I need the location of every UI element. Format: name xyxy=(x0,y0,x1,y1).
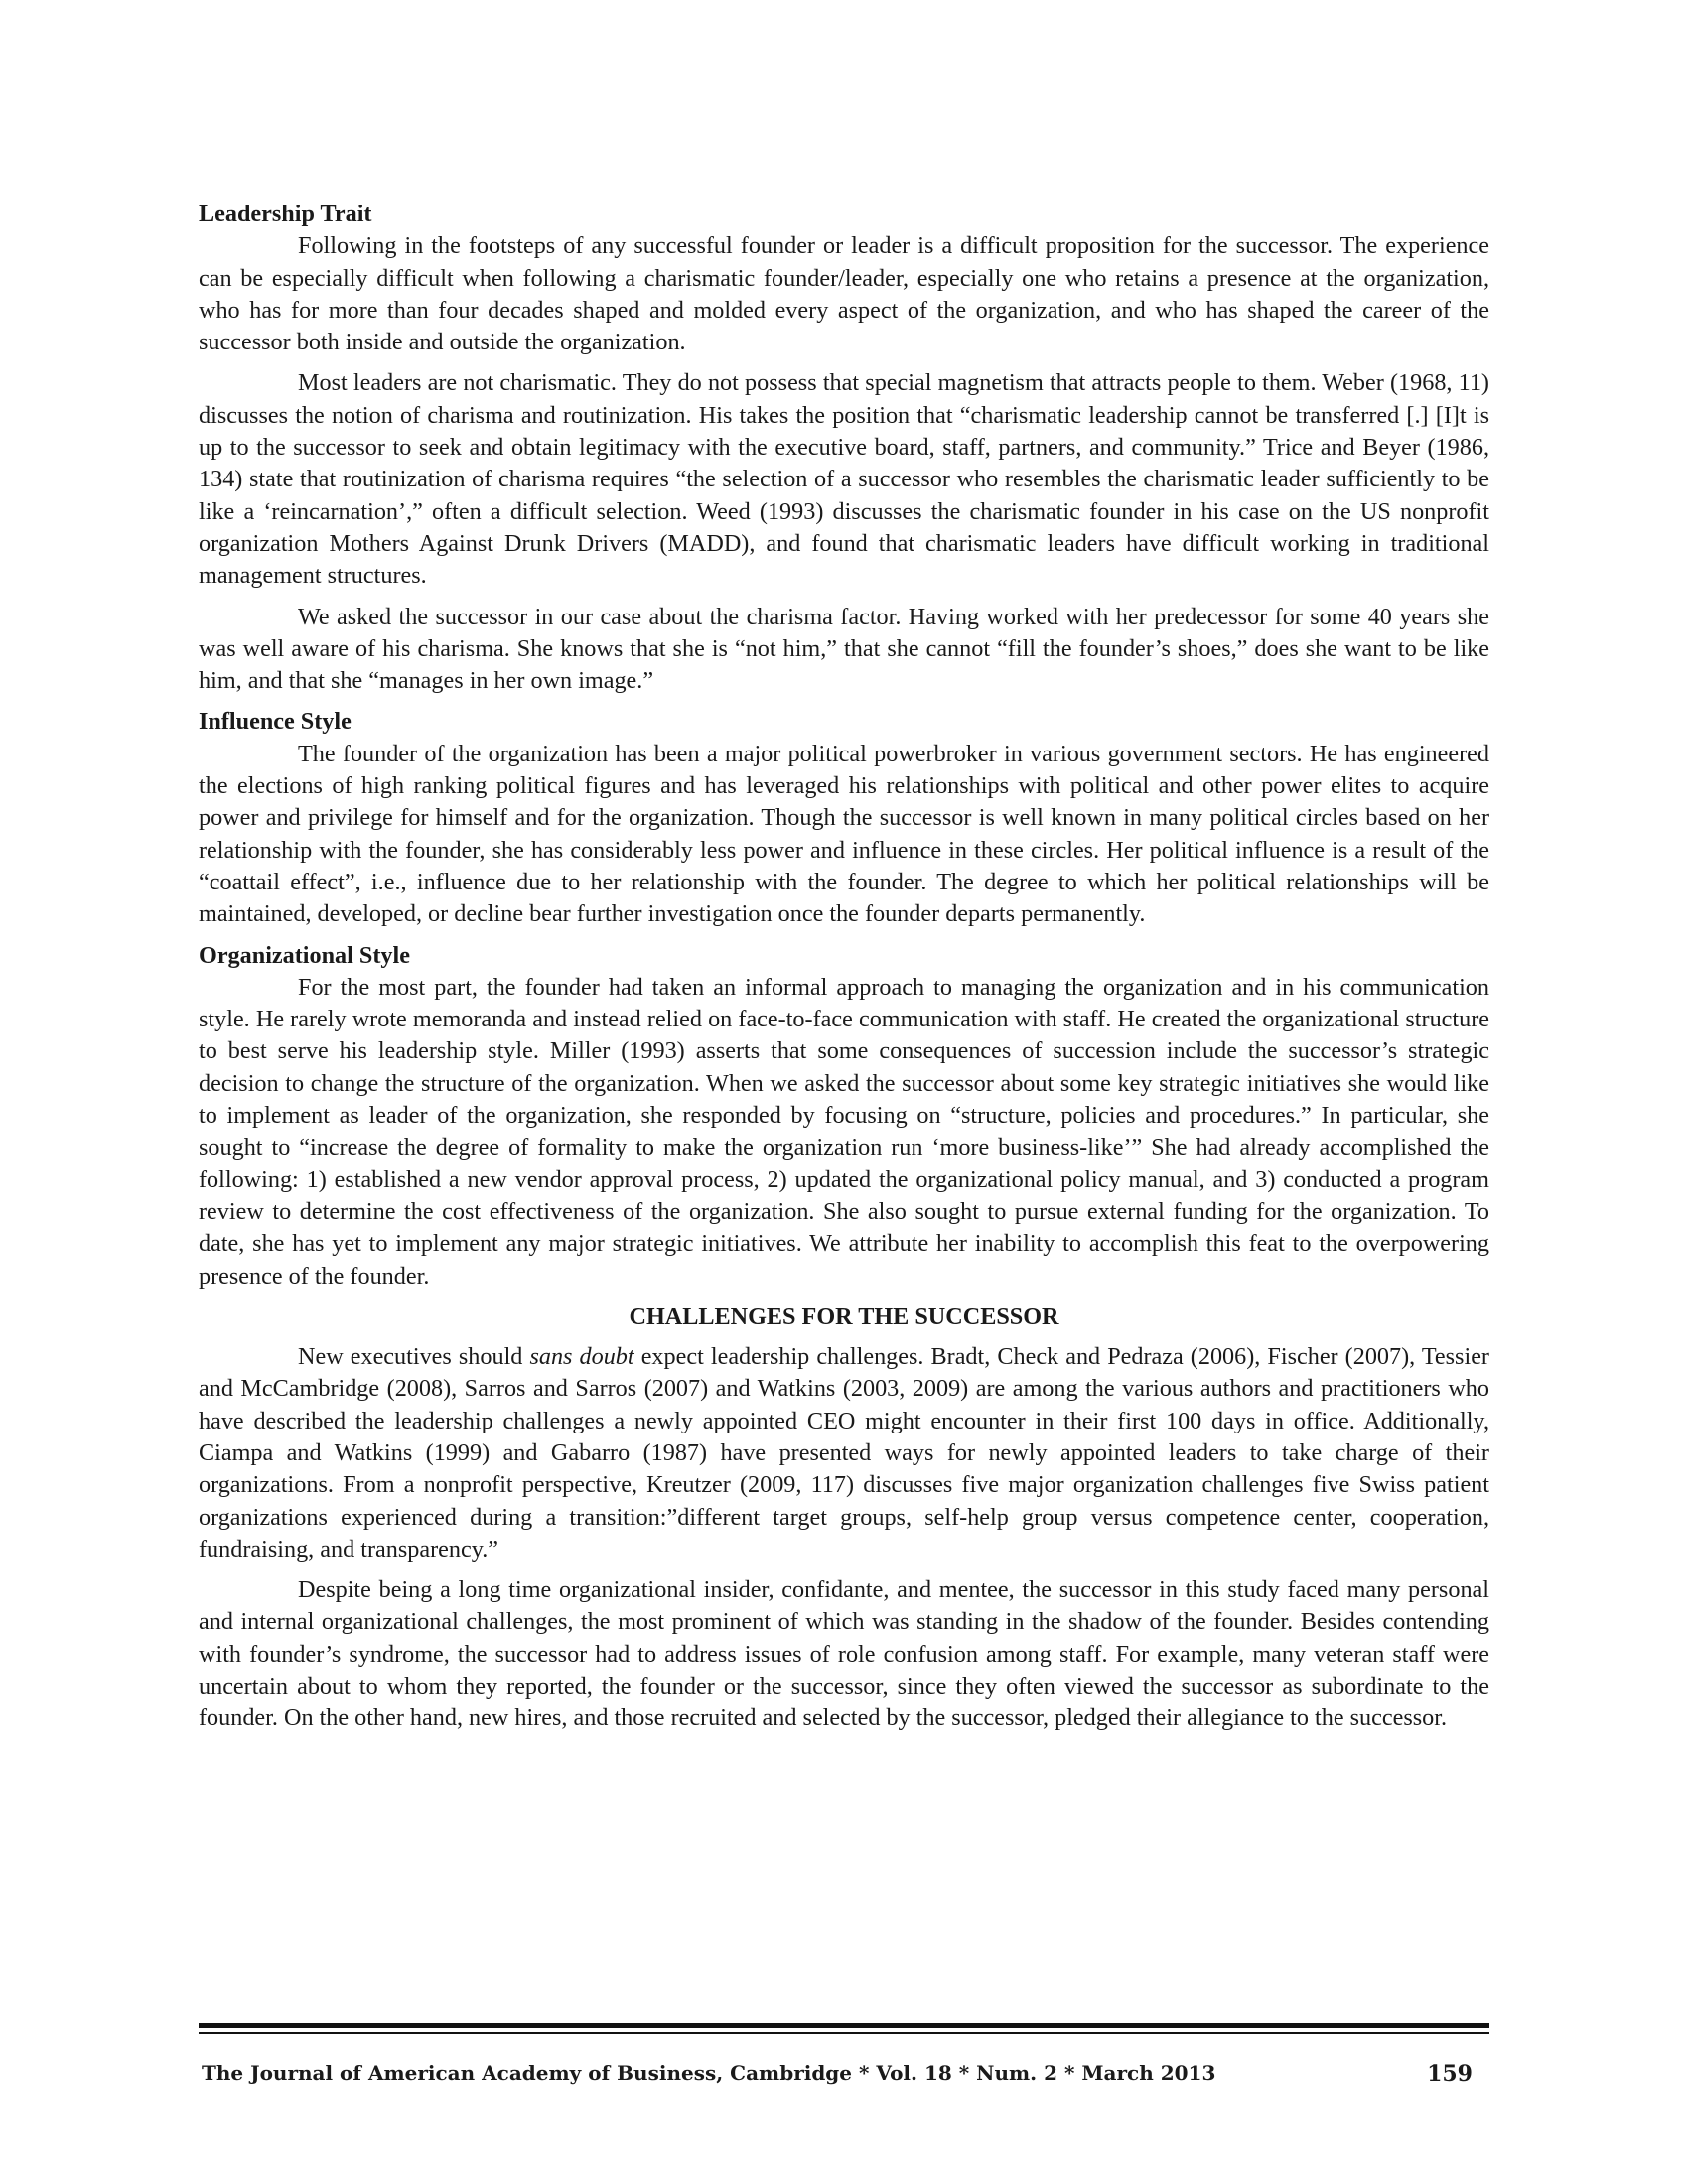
section-heading-organizational-style: Organizational Style xyxy=(199,941,410,969)
paragraph-text: expect leadership challenges. Bradt, Check and Pedraza (2006), Fischer (2007), Tessier and McCambridge (2008), Sarros and Sarros (2007) and Watkins (2003, 2009) are among the various authors and practitioners who have described the leadership challenges a newly appointed CEO might encounter in their first 100 days in office. Additionally, Ciampa and Watkins (1999) and Gabarro (1987) have presented ways for newly appointed leaders to take charge of their organizations. From a nonprofit perspective, Kreutzer (2009, 117) discusses five major organization challenges five Swiss patient organizations experienced during a transition:”different target groups, self-help group versus competence center, cooperation, fundraising, and transparency.” xyxy=(199,1343,1489,1563)
paragraph: Following in the footsteps of any successful founder or leader is a difficult proposition for the successor. The experience can be especially difficult when following a charismatic founder/leader, especially one who retains a presence at the organization, who has for more than four decades shaped and molded every aspect of the organization, and who has shaped the career of the successor both inside and outside the organization. xyxy=(199,232,1489,356)
footer-rule xyxy=(199,2032,1489,2034)
paragraph: Most leaders are not charismatic. They do not possess that special magnetism that attracts people to them. Weber (1968, 11) discusses the notion of charisma and routinization. His takes the position that “charismatic leadership cannot be transferred [.] [I]t is up to the successor to seek and obtain legitimacy with the executive board, staff, partners, and community.” Trice and Beyer (1986, 134) state that routinization of charisma requires “the selection of a successor who resembles the charismatic leader sufficiently to be like a ‘reincarnation’,” often a difficult selection. Weed (1993) discusses the charismatic founder in his case on the US nonprofit organization Mothers Against Drunk Drivers (MADD), and found that charismatic leaders have difficult working in traditional management structures. xyxy=(199,369,1489,590)
paragraph: For the most part, the founder had taken an informal approach to managing the organization and in his communication style. He rarely wrote memoranda and instead relied on face-to-face communication with staff. He created the organizational structure to best serve his leadership style. Miller (1993) asserts that some consequences of succession include the successor’s strategic decision to change the structure of the organization. When we asked the successor about some key strategic initiatives she would like to implement as leader of the organization, she responded by focusing on “structure, policies and procedures.” In particular, she sought to “increase the degree of formality to make the organization run ‘more business-like’” She had already accomplished the following: 1) established a new vendor approval process, 2) updated the organizational policy manual, and 3) conducted a program review to determine the cost effectiveness of the organization. She also sought to pursue external funding for the organization. To date, she has yet to implement any major strategic initiatives. We attribute her inability to accomplish this feat to the overpowering presence of the founder. xyxy=(199,973,1489,1290)
page-number: 159 xyxy=(1427,2061,1473,2087)
paragraph xyxy=(199,1341,1489,1566)
italic-phrase: sans doubt xyxy=(529,1343,634,1371)
page-body xyxy=(199,199,1489,1735)
paragraph: The founder of the organization has been a major political powerbroker in various government sectors. He has engineered the elections of high ranking political figures and has leveraged his relationships with political and other power elites to acquire power and privilege for himself and for the organization. Though the successor is well known in many political circles based on her relationship with the founder, she has considerably less power and influence in these circles. Her political influence is a result of the “coattail effect”, i.e., influence due to her relationship with the founder. The degree to which her political relationships will be maintained, developed, or decline bear further investigation once the founder departs permanently. xyxy=(199,740,1489,928)
footer-rule xyxy=(199,2023,1489,2028)
journal-citation: The Journal of American Academy of Business, Cambridge * Vol. 18 * Num. 2 * March 2013 xyxy=(202,2061,1216,2085)
paragraph: Despite being a long time organizational insider, confidante, and mentee, the successor in this study faced many personal and internal organizational challenges, the most prominent of which was standing in the shadow of the founder. Besides contending with founder’s syndrome, the successor had to address issues of role confusion among staff. For example, many veteran staff were uncertain about to whom they reported, the founder or the successor, since they often viewed the successor as subordinate to the founder. On the other hand, new hires, and those recruited and selected by the successor, pledged their allegiance to the successor. xyxy=(199,1576,1489,1732)
section-title-challenges: CHALLENGES FOR THE SUCCESSOR xyxy=(629,1302,1059,1330)
paragraph-text: New executives should xyxy=(298,1343,530,1371)
paragraph: We asked the successor in our case about the charisma factor. Having worked with her predecessor for some 40 years she was well aware of his charisma. She knows that she is “not him,” that she cannot “fill the founder’s shoes,” does she want to be like him, and that she “manages in her own image.” xyxy=(199,603,1489,695)
section-heading-influence-style: Influence Style xyxy=(199,708,352,736)
section-heading-leadership-trait: Leadership Trait xyxy=(199,201,372,227)
